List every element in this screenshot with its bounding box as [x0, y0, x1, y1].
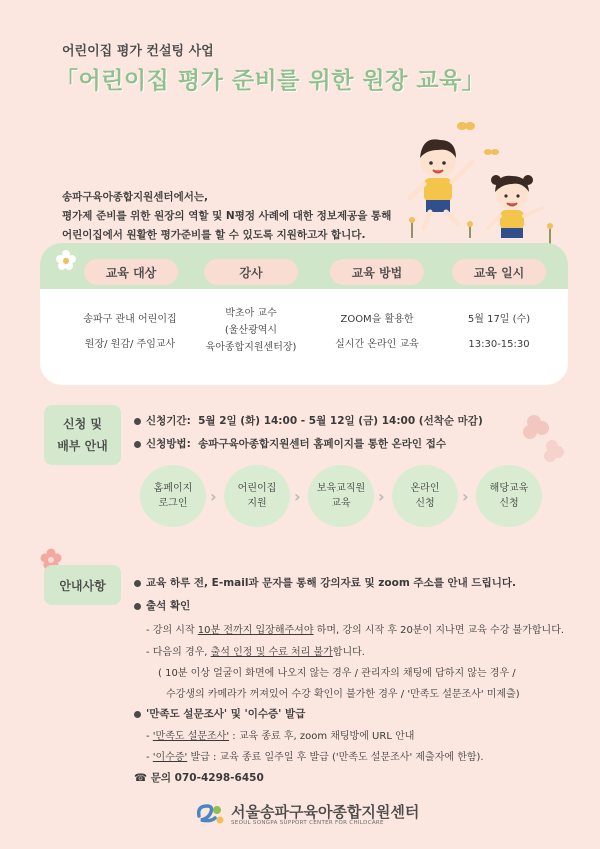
bullet-icon — [134, 603, 141, 610]
step-homepage-login — [140, 465, 206, 527]
note-text: 하며, 강의 시작 후 20분이 지나면 교육 수강 불가합니다. — [313, 625, 565, 636]
step-line: 신청 — [499, 498, 519, 509]
attendance-note-1 — [146, 621, 564, 636]
schedule-line: 13:30-15:30 — [468, 339, 530, 350]
schedule-cell — [440, 311, 558, 353]
bullet-icon — [134, 711, 141, 718]
attendance-note-3: ( 10분 이상 얼굴이 화면에 나오지 않는 경우 / 관리자의 채팅에 답하지 않는 경우 / — [158, 668, 516, 679]
instructor-line: 박초아 교수 — [225, 308, 277, 319]
step-online-apply — [392, 465, 458, 527]
header-instructor: 강사 — [204, 259, 298, 285]
contact-line — [134, 770, 264, 785]
target-line: 원장/ 원감/ 주임교사 — [84, 339, 176, 350]
step-line: 교육 — [331, 498, 351, 509]
bullet-icon — [134, 418, 141, 425]
note-text: - 다음의 경우, — [146, 647, 211, 658]
step-daycare-support — [224, 465, 290, 527]
apply-steps — [140, 465, 560, 527]
center-name-english: SEOUL SONGPA SUPPORT CENTER FOR CHILDCARE — [231, 820, 384, 826]
survey-note-1 — [146, 727, 414, 742]
step-line: 신청 — [415, 498, 435, 509]
footer-logo — [195, 800, 419, 830]
attendance-title — [134, 598, 190, 613]
step-course-apply — [476, 465, 542, 527]
period-value: 5월 2일 (화) 14:00 - 5월 12일 (금) 14:00 (선착순 마감) — [198, 415, 483, 427]
apply-period — [134, 413, 483, 428]
chevron-right-icon: › — [462, 487, 469, 506]
instructor-line: 육아종합지원센터장) — [205, 342, 297, 353]
target-cell — [62, 311, 198, 353]
intro-line: 어린이집에서 원활한 평가준비를 할 수 있도록 지원하고자 합니다. — [62, 229, 366, 241]
phone-icon: ☎ — [134, 772, 151, 784]
note-text: 발급 : 교육 종료 일주일 후 발급 ('만족도 설문조사' 제출자에 한함). — [187, 752, 484, 763]
page-title: 「어린이집 평가 준비를 위한 원장 교육」 — [55, 68, 486, 94]
attendance-note-2 — [146, 643, 365, 658]
attendance-title-text: 출석 확인 — [146, 600, 191, 612]
step-line: 지원 — [247, 498, 267, 509]
note-text-underlined: 10분 전까지 입장해주셔야 — [197, 625, 314, 636]
method-value: 송파구육아종합지원센터 홈페이지를 통한 온라인 접수 — [198, 438, 447, 450]
method-cell — [316, 311, 438, 353]
note-text: - 강의 시작 — [146, 625, 198, 636]
method-line: 실시간 온라인 교육 — [335, 339, 419, 350]
survey-title — [134, 706, 305, 721]
apply-method — [134, 436, 446, 451]
program-subtitle: 어린이집 평가 컨설팅 사업 — [62, 44, 214, 59]
footer-text — [231, 804, 419, 826]
flower-icon — [56, 250, 76, 270]
bullet-icon — [134, 441, 141, 448]
instructor-cell — [190, 305, 312, 356]
note-text-underlined: '이수증' — [152, 752, 188, 763]
survey-title-text: '만족도 설문조사' 및 '이수증' 발급 — [146, 708, 306, 720]
header-target: 교육 대상 — [84, 259, 178, 285]
education-info-card — [40, 243, 568, 385]
dash: - — [146, 731, 153, 742]
intro-line: 평가제 준비를 위한 원장의 역할 및 N평정 사례에 대한 정보제공을 통해 — [62, 210, 392, 222]
bullet-icon — [134, 580, 141, 587]
step-line: 온라인 — [410, 483, 440, 494]
survey-note-2 — [146, 748, 484, 763]
schedule-line: 5월 17일 (수) — [467, 314, 531, 325]
step-staff-education — [308, 465, 374, 527]
apply-section-tag — [44, 405, 121, 465]
note-text: 합니다. — [332, 647, 365, 658]
header-schedule: 교육 일시 — [452, 259, 546, 285]
step-line: 로그인 — [158, 498, 188, 509]
period-label: 신청기간: — [146, 415, 191, 427]
method-line: ZOOM을 활용한 — [340, 314, 414, 325]
chevron-right-icon: › — [294, 487, 301, 506]
notice-section-tag: 안내사항 — [44, 565, 121, 605]
method-label: 신청방법: — [146, 438, 191, 450]
intro-text — [62, 188, 391, 245]
center-name: 서울송파구육아종합지원센터 — [231, 803, 420, 821]
step-line: 보육교직원 — [316, 483, 366, 494]
children-illustration-icon — [400, 118, 570, 258]
step-line: 홈페이지 — [153, 483, 193, 494]
chevron-right-icon: › — [378, 487, 385, 506]
intro-line: 송파구육아종합지원센터에서는, — [62, 191, 208, 203]
header-method: 교육 방법 — [330, 259, 424, 285]
step-line: 해당교육 — [489, 483, 529, 494]
step-line: 어린이집 — [237, 483, 277, 494]
notice-text: 교육 하루 전, E-mail과 문자를 통해 강의자료 및 zoom 주소를 안내 드립니다. — [146, 577, 516, 589]
note-text: : 교육 종료 후, zoom 채팅방에 URL 안내 — [229, 731, 415, 742]
chevron-right-icon: › — [210, 487, 217, 506]
note-text-underlined: '만족도 설문조사' — [152, 731, 230, 742]
note-text-underlined: 출석 인정 및 수료 처리 불가 — [210, 647, 333, 658]
attendance-note-4: 수강생의 카메라가 꺼져있어 수강 확인이 불가한 경우 / '만족도 설문조사' 미제출) — [166, 689, 520, 700]
contact-text: 문의 070-4298-6450 — [150, 772, 264, 784]
instructor-line: (울산광역시 — [224, 325, 278, 336]
apply-tag-line: 배부 안내 — [57, 439, 108, 453]
notice-line-1 — [134, 575, 516, 590]
target-line: 송파구 관내 어린이집 — [83, 314, 177, 325]
blossom-icon — [520, 412, 564, 464]
center-logo-icon — [195, 802, 225, 828]
apply-tag-line: 신청 및 — [63, 417, 102, 431]
dash: - — [146, 752, 153, 763]
